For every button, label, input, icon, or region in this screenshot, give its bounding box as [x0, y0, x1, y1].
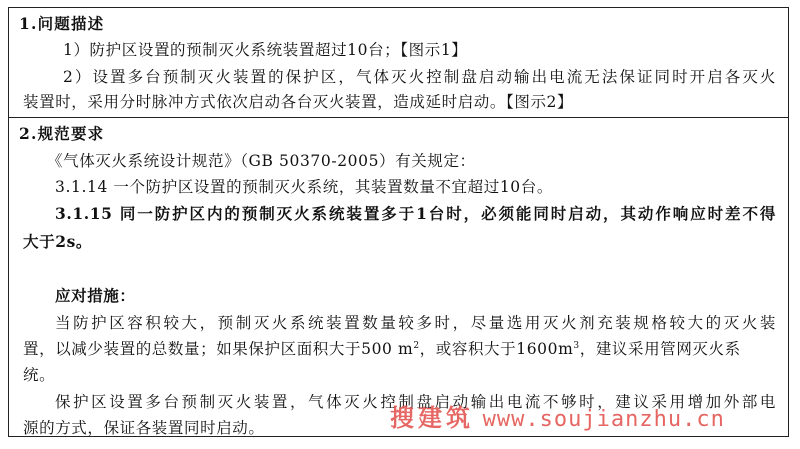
- measure-1-line-1: [55, 313, 776, 333]
- watermark-logo: [390, 398, 725, 433]
- area-unit-superscript: 2: [413, 341, 420, 351]
- problem-item-2-line-1: [63, 67, 776, 87]
- clause-3-1-15-line-1: [55, 204, 776, 224]
- watermark-url-text: www.soujianzhu.cn: [482, 407, 725, 432]
- measure-1-line-3: 统。: [23, 366, 56, 384]
- measure-1-line-2: [23, 339, 741, 359]
- standard-reference: 《气体灭火系统设计规范》（GB 50370-2005）有关规定：: [47, 152, 476, 170]
- measure-2-line-1-text: 保护区设置多台预制灭火装置，气体灭火控制盘启动输出电流不够时，建议采用增加外部电: [55, 393, 776, 411]
- clause-3-1-14: 3.1.14 一个防护区设置的预制灭火系统，其装置数量不宜超过10台。: [55, 178, 553, 196]
- measure-1-line-1-text: 当防护区容积较大，预制灭火系统装置数量较多时，尽量选用灭火剂充装规格较大的灭火装: [55, 314, 776, 332]
- volume-unit-superscript: 3: [573, 341, 580, 351]
- problem-item-2-line-1-text: 2）设置多台预制灭火装置的保护区，气体灭火控制盘启动输出电流无法保证同时开启各灭火: [63, 68, 776, 86]
- problem-item-1: 1）防护区设置的预制灭火系统装置超过10台；【图示1】: [63, 41, 468, 59]
- document-table: [8, 7, 789, 437]
- measure-1-line-2-part-c: ，建议采用管网灭火系: [579, 340, 741, 358]
- watermark-cn-text: 搜建筑: [390, 404, 474, 432]
- section-spec-requirements: [9, 118, 788, 438]
- measure-1-line-2-part-a: 置，以减少装置的总数量；如果保护区面积大于500 m: [23, 340, 414, 358]
- clause-3-1-15-line-2: 大于2s。: [23, 232, 93, 251]
- clause-3-1-15-line-1-text: 3.1.15 同一防护区内的预制灭火系统装置多于1台时，必须能同时启动，其动作响应时差不得: [55, 204, 776, 223]
- measure-2-line-2: 源的方式，保证各装置同时启动。: [23, 419, 265, 437]
- section1-heading: 1.问题描述: [19, 14, 105, 33]
- section-problem-description: [9, 8, 788, 118]
- section2-heading: 2.规范要求: [19, 124, 105, 143]
- problem-item-2-line-2: 装置时，采用分时脉冲方式依次启动各台灭火装置，造成延时启动。【图示2】: [23, 93, 574, 111]
- measure-1-line-2-part-b: ，或容积大于1600m: [419, 340, 574, 358]
- measures-heading: 应对措施：: [55, 286, 136, 305]
